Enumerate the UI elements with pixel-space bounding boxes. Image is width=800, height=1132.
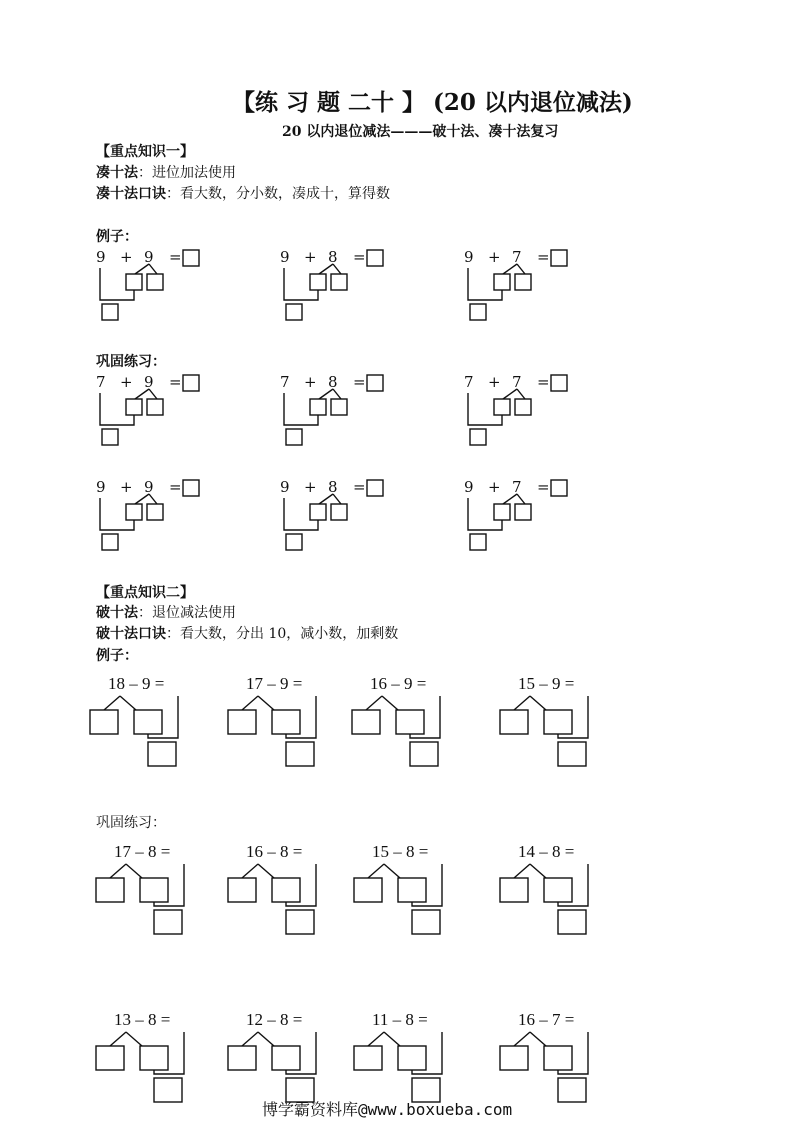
equals-sign: = (353, 478, 366, 496)
split-box-2[interactable] (515, 504, 531, 520)
section1-example-label: 例子： (96, 229, 138, 245)
answer-box[interactable] (183, 375, 199, 391)
split-line-left (368, 864, 384, 878)
split-box-remainder[interactable] (272, 1046, 300, 1070)
addend-a: 9 (464, 248, 474, 266)
split-box-remainder[interactable] (544, 878, 572, 902)
split-box-ten[interactable] (90, 710, 118, 734)
section1-heading: 【重点知识一】 (96, 144, 194, 160)
equals-sign: = (537, 373, 550, 391)
plus-sign: + (488, 478, 501, 496)
split-diagram (275, 478, 395, 568)
plus-sign: + (120, 248, 133, 266)
split-box-remainder[interactable] (140, 1046, 168, 1070)
split-line-right (333, 389, 341, 399)
split-line-right (530, 1032, 546, 1046)
subtraction-equation: 18 – 9 = (108, 674, 165, 693)
ten-box[interactable] (470, 534, 486, 550)
split-box-1[interactable] (310, 274, 326, 290)
method-text: ：退位减法使用 (138, 605, 236, 621)
plus-sign: + (304, 373, 317, 391)
split-line-left (319, 389, 333, 399)
split-line-right (126, 864, 142, 878)
addend-a: 9 (96, 248, 106, 266)
split-line-left (242, 864, 258, 878)
section2-rhyme (96, 623, 398, 643)
split-line-left (135, 389, 149, 399)
split-line-left (104, 696, 120, 710)
answer-box[interactable] (286, 910, 314, 934)
split-box-1[interactable] (494, 274, 510, 290)
subtraction-equation: 12 – 8 = (246, 1010, 303, 1029)
split-line-left (514, 864, 530, 878)
split-box-ten[interactable] (228, 878, 256, 902)
equals-sign: = (169, 248, 182, 266)
addend-b: 8 (328, 248, 338, 266)
split-diagram (91, 478, 211, 568)
section2-heading: 【重点知识二】 (96, 585, 194, 601)
split-line-left (503, 264, 517, 274)
split-box-ten[interactable] (500, 1046, 528, 1070)
subtraction-equation: 16 – 7 = (518, 1010, 575, 1029)
addend-a: 7 (280, 373, 290, 391)
split-box-remainder[interactable] (544, 1046, 572, 1070)
split-line-left (242, 696, 258, 710)
split-line-right (384, 864, 400, 878)
split-box-2[interactable] (147, 504, 163, 520)
split-diagram (90, 696, 190, 796)
split-box-1[interactable] (126, 399, 142, 415)
subtraction-equation: 15 – 8 = (372, 842, 429, 861)
split-line-left (366, 696, 382, 710)
answer-box[interactable] (183, 480, 199, 496)
split-line-right (126, 1032, 142, 1046)
answer-box[interactable] (412, 910, 440, 934)
section2-practice-label: 巩固练习： (96, 815, 166, 831)
split-line-right (149, 494, 157, 504)
split-box-remainder[interactable] (272, 878, 300, 902)
split-box-2[interactable] (331, 274, 347, 290)
ten-box[interactable] (470, 429, 486, 445)
answer-box[interactable] (286, 742, 314, 766)
split-line-right (258, 696, 274, 710)
split-diagram (91, 248, 211, 338)
rhyme-label: 凑十法口诀 (96, 186, 166, 202)
answer-box[interactable] (558, 1078, 586, 1102)
addend-b: 7 (512, 478, 522, 496)
footer-watermark: 博学霸资料库@www.boxueba.com (262, 1100, 513, 1119)
split-line-left (319, 494, 333, 504)
split-box-2[interactable] (515, 399, 531, 415)
split-box-1[interactable] (310, 399, 326, 415)
addend-a: 9 (464, 478, 474, 496)
split-line-right (530, 864, 546, 878)
addend-a: 9 (280, 248, 290, 266)
split-line-right (517, 264, 525, 274)
method-label: 凑十法 (96, 165, 138, 181)
split-line-right (384, 1032, 400, 1046)
split-box-ten[interactable] (228, 1046, 256, 1070)
split-box-2[interactable] (147, 399, 163, 415)
addend-b: 9 (144, 478, 154, 496)
equals-sign: = (353, 248, 366, 266)
split-diagram (228, 864, 328, 964)
ten-box[interactable] (102, 304, 118, 320)
split-diagram (500, 864, 600, 964)
section1-practice-label: 巩固练习： (96, 354, 166, 370)
equals-sign: = (353, 373, 366, 391)
section2-method (96, 602, 236, 622)
split-diagram (91, 373, 211, 463)
answer-box[interactable] (410, 742, 438, 766)
split-box-ten[interactable] (354, 878, 382, 902)
split-line-right (517, 494, 525, 504)
split-box-1[interactable] (494, 504, 510, 520)
plus-sign: + (304, 478, 317, 496)
split-line-right (149, 264, 157, 274)
split-diagram (500, 1032, 600, 1132)
answer-box[interactable] (367, 250, 383, 266)
addend-a: 7 (464, 373, 474, 391)
equals-sign: = (169, 373, 182, 391)
page-title: 【练 习 题 二十 】 (20 以内退位减法) (232, 89, 633, 116)
split-diagram (354, 864, 454, 964)
split-box-remainder[interactable] (396, 710, 424, 734)
split-box-ten[interactable] (228, 710, 256, 734)
subtraction-equation: 17 – 9 = (246, 674, 303, 693)
split-line-right (382, 696, 398, 710)
equals-sign: = (537, 248, 550, 266)
addend-a: 7 (96, 373, 106, 391)
plus-sign: + (304, 248, 317, 266)
split-line-left (135, 264, 149, 274)
page-subtitle: 20 以内退位减法———破十法、凑十法复习 (282, 124, 559, 140)
answer-box[interactable] (367, 375, 383, 391)
subtraction-equation: 17 – 8 = (114, 842, 171, 861)
split-line-left (503, 494, 517, 504)
equals-sign: = (537, 478, 550, 496)
addend-b: 9 (144, 248, 154, 266)
split-box-2[interactable] (331, 399, 347, 415)
split-diagram (275, 373, 395, 463)
split-box-ten[interactable] (96, 1046, 124, 1070)
ten-box[interactable] (286, 429, 302, 445)
split-diagram (500, 696, 600, 796)
addend-b: 7 (512, 373, 522, 391)
split-box-ten[interactable] (352, 710, 380, 734)
split-box-ten[interactable] (500, 710, 528, 734)
ten-box[interactable] (102, 534, 118, 550)
split-line-right (258, 1032, 274, 1046)
split-box-2[interactable] (331, 504, 347, 520)
split-diagram (459, 478, 579, 568)
answer-box[interactable] (551, 375, 567, 391)
split-box-remainder[interactable] (272, 710, 300, 734)
ten-box[interactable] (286, 534, 302, 550)
addend-b: 8 (328, 478, 338, 496)
split-line-left (368, 1032, 384, 1046)
split-box-remainder[interactable] (398, 878, 426, 902)
plus-sign: + (120, 478, 133, 496)
subtraction-equation: 16 – 8 = (246, 842, 303, 861)
split-line-right (333, 264, 341, 274)
split-line-left (135, 494, 149, 504)
split-line-left (503, 389, 517, 399)
split-line-left (110, 1032, 126, 1046)
split-box-ten[interactable] (96, 878, 124, 902)
plus-sign: + (488, 248, 501, 266)
split-line-left (110, 864, 126, 878)
section2-example-label: 例子： (96, 648, 138, 664)
split-box-1[interactable] (126, 504, 142, 520)
answer-box[interactable] (148, 742, 176, 766)
split-box-remainder[interactable] (134, 710, 162, 734)
split-box-1[interactable] (494, 399, 510, 415)
split-diagram (275, 248, 395, 338)
split-diagram (459, 373, 579, 463)
split-box-remainder[interactable] (398, 1046, 426, 1070)
method-text: ：进位加法使用 (138, 165, 236, 181)
split-diagram (352, 696, 452, 796)
split-line-left (319, 264, 333, 274)
split-box-remainder[interactable] (544, 710, 572, 734)
rhyme-text: ：看大数，分小数，凑成十，算得数 (166, 186, 390, 202)
split-line-right (530, 696, 546, 710)
rhyme-label: 破十法口诀 (96, 626, 166, 642)
section1-method (96, 162, 236, 182)
answer-box[interactable] (183, 250, 199, 266)
addend-b: 8 (328, 373, 338, 391)
split-box-1[interactable] (126, 274, 142, 290)
subtraction-equation: 14 – 8 = (518, 842, 575, 861)
split-box-ten[interactable] (354, 1046, 382, 1070)
subtraction-equation: 13 – 8 = (114, 1010, 171, 1029)
split-line-right (120, 696, 136, 710)
answer-box[interactable] (558, 742, 586, 766)
section1-rhyme (96, 183, 390, 203)
subtraction-equation: 11 – 8 = (372, 1010, 428, 1029)
split-line-right (149, 389, 157, 399)
ten-box[interactable] (470, 304, 486, 320)
split-diagram (96, 864, 196, 964)
answer-box[interactable] (154, 910, 182, 934)
plus-sign: + (120, 373, 133, 391)
subtraction-equation: 16 – 9 = (370, 674, 427, 693)
addend-b: 7 (512, 248, 522, 266)
equals-sign: = (169, 478, 182, 496)
rhyme-text: ：看大数，分出 10，减小数，加剩数 (166, 626, 399, 642)
split-line-right (258, 864, 274, 878)
answer-box[interactable] (558, 910, 586, 934)
split-box-2[interactable] (147, 274, 163, 290)
addend-a: 9 (96, 478, 106, 496)
split-box-remainder[interactable] (140, 878, 168, 902)
ten-box[interactable] (286, 304, 302, 320)
ten-box[interactable] (102, 429, 118, 445)
split-line-left (514, 696, 530, 710)
method-label: 破十法 (96, 605, 138, 621)
answer-box[interactable] (154, 1078, 182, 1102)
plus-sign: + (488, 373, 501, 391)
addend-b: 9 (144, 373, 154, 391)
split-box-ten[interactable] (500, 878, 528, 902)
split-diagram (96, 1032, 196, 1132)
answer-box[interactable] (367, 480, 383, 496)
answer-box[interactable] (551, 480, 567, 496)
subtraction-equation: 15 – 9 = (518, 674, 575, 693)
split-line-right (517, 389, 525, 399)
split-line-right (333, 494, 341, 504)
answer-box[interactable] (551, 250, 567, 266)
split-diagram (459, 248, 579, 338)
addend-a: 9 (280, 478, 290, 496)
split-line-left (514, 1032, 530, 1046)
split-diagram (228, 696, 328, 796)
split-line-left (242, 1032, 258, 1046)
split-box-2[interactable] (515, 274, 531, 290)
split-box-1[interactable] (310, 504, 326, 520)
